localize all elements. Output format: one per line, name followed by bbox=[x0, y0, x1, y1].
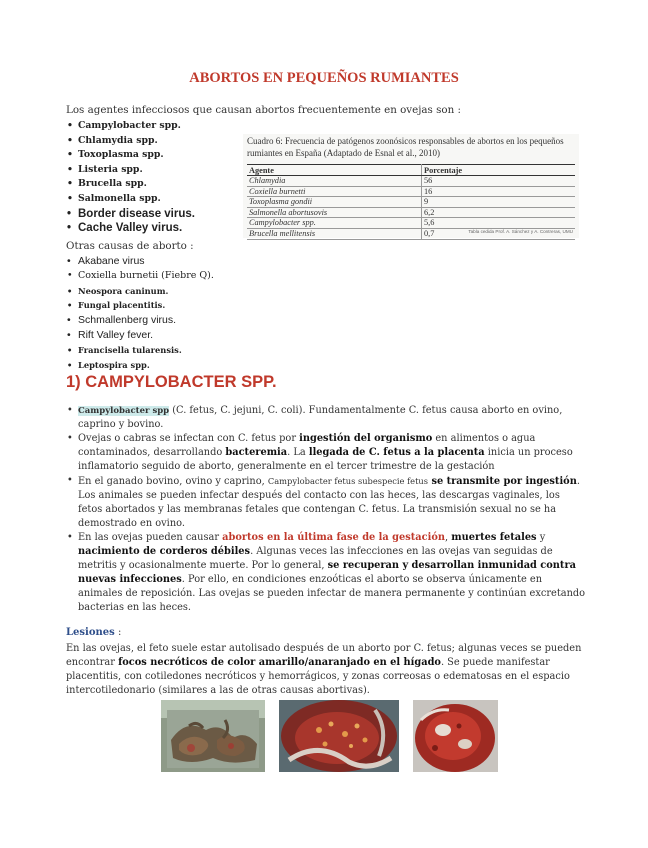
highlight-text: Campylobacter spp bbox=[78, 406, 170, 416]
table-cell: 56 bbox=[422, 176, 576, 187]
table-cell: 6,2 bbox=[422, 207, 576, 218]
page-title: ABORTOS EN PEQUEÑOS RUMIANTES bbox=[189, 70, 459, 86]
frequency-table-figure bbox=[243, 134, 579, 238]
table-cell: 16 bbox=[422, 186, 576, 197]
list-item: • Chlamydia spp. bbox=[66, 134, 195, 149]
list-item bbox=[66, 404, 586, 432]
table-header: Porcentaje bbox=[422, 165, 576, 176]
table-row bbox=[247, 218, 575, 229]
text: en alimentos o agua contaminados, desarrollando bbox=[78, 433, 536, 458]
list-item: • Rift Valley fever. bbox=[66, 328, 214, 343]
bold-text: muertes fetales bbox=[451, 532, 537, 543]
bold-text: nacimiento de corderos débiles bbox=[78, 546, 251, 557]
list-item: • Brucella spp. bbox=[66, 177, 195, 192]
table-cell: Campylobacter spp. bbox=[247, 218, 422, 229]
text: : bbox=[114, 627, 122, 638]
section-heading: 1) CAMPYLOBACTER SPP. bbox=[66, 373, 277, 391]
list-item: • Campylobacter spp. bbox=[66, 119, 195, 134]
agents-list bbox=[66, 119, 195, 236]
bold-text: llegada de C. fetus a la placenta bbox=[308, 447, 485, 458]
list-item: • Neospora caninum. bbox=[66, 284, 214, 299]
list-item: • Fungal placentitis. bbox=[66, 298, 214, 313]
table-cell: 0,7 bbox=[422, 228, 576, 239]
table-cell: Chlamydia bbox=[247, 176, 422, 187]
text: . Los animales se pueden infectar después del contacto con las heces, las descargas vaginales, los fetos abortados y las membranas fetales que contengan C. fetus. La transmisión sexual no se ha demostrado en ovino. bbox=[78, 476, 580, 529]
intro-text: Los agentes infecciosos que causan abortos frecuentemente en ovejas son : bbox=[66, 104, 461, 116]
placenta-lesion-photo bbox=[413, 700, 498, 772]
text: inicia un proceso inflamatorio seguido de aborto, generalmente en el tercer trimestre de la gestación bbox=[78, 447, 573, 472]
list-item: • Leptospira spp. bbox=[66, 358, 214, 373]
liver-lesion-photo bbox=[279, 700, 399, 772]
text: En el ganado bovino, ovino y caprino, bbox=[78, 476, 268, 487]
text: , bbox=[444, 532, 452, 543]
liver-lesion-image bbox=[279, 700, 399, 772]
table-cell: Salmonella abortusovis bbox=[247, 207, 422, 218]
list-item: • Listeria spp. bbox=[66, 163, 195, 178]
aborted-fetus-image bbox=[161, 700, 265, 772]
species-text: Campylobacter fetus subespecie fetus bbox=[267, 476, 429, 486]
table-cell: Brucella mellitensis bbox=[247, 228, 422, 239]
bold-text: focos necróticos de color amarillo/anaranjado en el hígado bbox=[118, 657, 441, 668]
other-causes-heading: Otras causas de aborto : bbox=[66, 240, 194, 252]
other-causes-list bbox=[66, 254, 214, 372]
table-cell: 9 bbox=[422, 197, 576, 208]
campylobacter-points bbox=[66, 404, 586, 615]
list-item: • Toxoplasma spp. bbox=[66, 148, 195, 163]
list-item: • Cache Valley virus. bbox=[66, 221, 195, 236]
table-row bbox=[247, 176, 575, 187]
text: . Se puede manifestar placentitis, con cotiledones necróticos y hemorrágicos, y zonas correosas o edematosas en el espacio intercotiledonario (similares a las de otras causas abortivas). bbox=[66, 657, 570, 696]
bold-text: se recuperan y desarrollan inmunidad contra nuevas infecciones bbox=[78, 560, 576, 585]
lesiones-heading bbox=[66, 627, 121, 638]
red-bold-text: abortos en la última fase de la gestación bbox=[222, 532, 445, 543]
table-cell: Coxiella burnetti bbox=[247, 186, 422, 197]
table-cell: 5,6 bbox=[422, 218, 576, 229]
table-row bbox=[247, 186, 575, 197]
text: (C. fetus, C. jejuni, C. coli). Fundamentalmente C. fetus causa aborto en ovino, caprino y bovino. bbox=[78, 405, 563, 430]
list-item: • Akabane virus bbox=[66, 254, 214, 269]
list-item bbox=[66, 432, 586, 474]
list-item bbox=[66, 474, 586, 531]
table-source: Tabla cedida Prof. A. Sánchez y A. Contreras, UMU bbox=[468, 229, 573, 234]
placenta-lesion-image bbox=[413, 700, 498, 772]
table-row bbox=[247, 197, 575, 208]
aborted-fetus-photo bbox=[161, 700, 265, 772]
bold-text: se transmite por ingestión bbox=[428, 476, 577, 487]
text: y bbox=[536, 532, 546, 543]
bold-text: bacteremia bbox=[225, 447, 288, 458]
text: . Algunas veces las infecciones en las ovejas van seguidas de metritis y ocasionalmente muerte. Por lo general, bbox=[78, 546, 553, 571]
lesiones-label: Lesiones bbox=[66, 627, 115, 638]
list-item: • Salmonella spp. bbox=[66, 192, 195, 207]
lesiones-paragraph bbox=[66, 642, 586, 698]
text: Ovejas o cabras se infectan con C. fetus por bbox=[78, 433, 300, 444]
bold-text: ingestión del organismo bbox=[299, 433, 433, 444]
text: . La bbox=[287, 447, 309, 458]
table-row bbox=[247, 207, 575, 218]
list-item: • Coxiella burnetii (Fiebre Q). bbox=[66, 269, 214, 284]
text: En las ovejas pueden causar bbox=[78, 532, 223, 543]
table-header: Agente bbox=[247, 165, 422, 176]
list-item: • Francisella tularensis. bbox=[66, 343, 214, 358]
table-caption: Cuadro 6: Frecuencia de patógenos zoonósicos responsables de abortos en los pequeños rumiantes en España (Adaptado de Esnal et al., 2010) bbox=[247, 136, 564, 158]
list-item: • Border disease virus. bbox=[66, 207, 195, 222]
list-item: • Schmallenberg virus. bbox=[66, 313, 214, 328]
text: En las ovejas, el feto suele estar autolisado después de un aborto por C. fetus; algunas veces se pueden encontrar bbox=[66, 643, 582, 668]
list-item bbox=[66, 531, 586, 615]
table-cell: Toxoplasma gondii bbox=[247, 197, 422, 208]
text: . Por ello, en condiciones enzoóticas el aborto se observa únicamente en animales de reposición. Las ovejas se pueden infectar de manera permanente y continúan excretando bacterias en las heces. bbox=[78, 574, 586, 613]
